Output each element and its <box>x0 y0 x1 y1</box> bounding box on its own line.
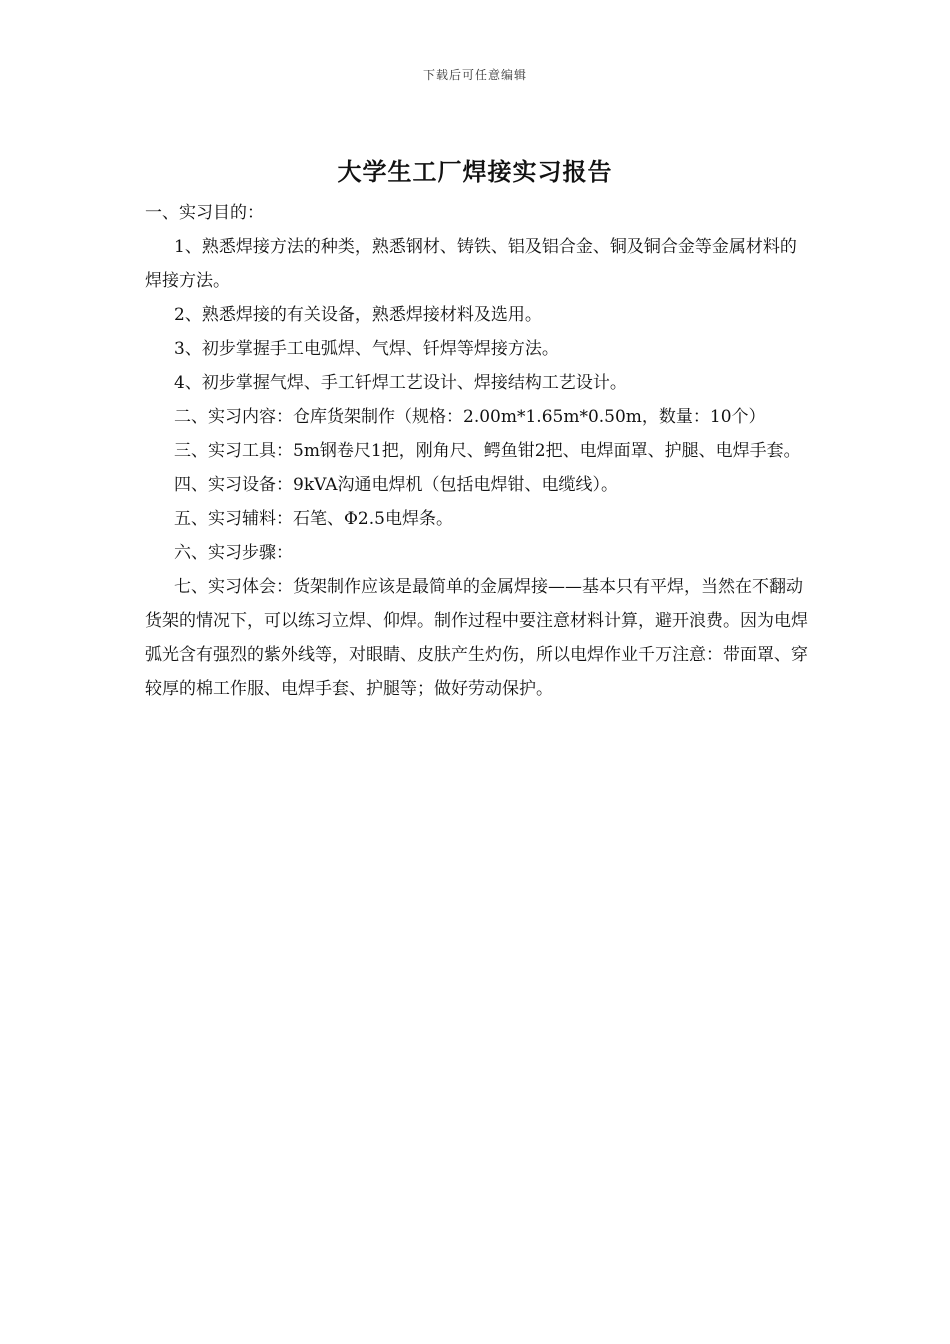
document-body <box>145 196 810 706</box>
paragraph-materials: 五、实习辅料：石笔、Φ2.5电焊条。 <box>174 509 453 529</box>
paragraph-experience: 七、实习体会：货架制作应该是最简单的金属焊接——基本只有平焊，当然在不翻动货架的情况下，可以练习立焊、仰焊。制作过程中要注意材料计算，避开浪费。因为电焊弧光含有强烈的紫外线等，对眼睛、皮肤产生灼伤，所以电焊作业千万注意：带面罩、穿较厚的棉工作服、电焊手套、护腿等；做好劳动保护。 <box>145 577 808 699</box>
section-heading-purpose: 一、实习目的： <box>145 203 264 223</box>
paragraph-content: 二、实习内容：仓库货架制作（规格：2.00m*1.65m*0.50m，数量：10个） <box>174 407 766 427</box>
paragraph-tools: 三、实习工具：5m钢卷尺1把，刚角尺、鳄鱼钳2把、电焊面罩、护腿、电焊手套。 <box>174 441 801 461</box>
document-title: 大学生工厂焊接实习报告 <box>337 157 613 186</box>
paragraph-purpose-3: 3、初步掌握手工电弧焊、气焊、钎焊等焊接方法。 <box>174 339 559 359</box>
paragraph-purpose-1: 1、熟悉焊接方法的种类，熟悉钢材、铸铁、铝及铝合金、铜及铜合金等金属材料的焊接方法。 <box>145 237 797 291</box>
paragraph-equipment: 四、实习设备：9kVA沟通电焊机（包括电焊钳、电缆线）。 <box>174 475 619 495</box>
paragraph-steps: 六、实习步骤： <box>174 543 293 563</box>
paragraph-purpose-4: 4、初步掌握气焊、手工钎焊工艺设计、焊接结构工艺设计。 <box>174 373 627 393</box>
header-note: 下载后可任意编辑 <box>422 68 527 82</box>
paragraph-purpose-2: 2、熟悉焊接的有关设备，熟悉焊接材料及选用。 <box>174 305 542 325</box>
